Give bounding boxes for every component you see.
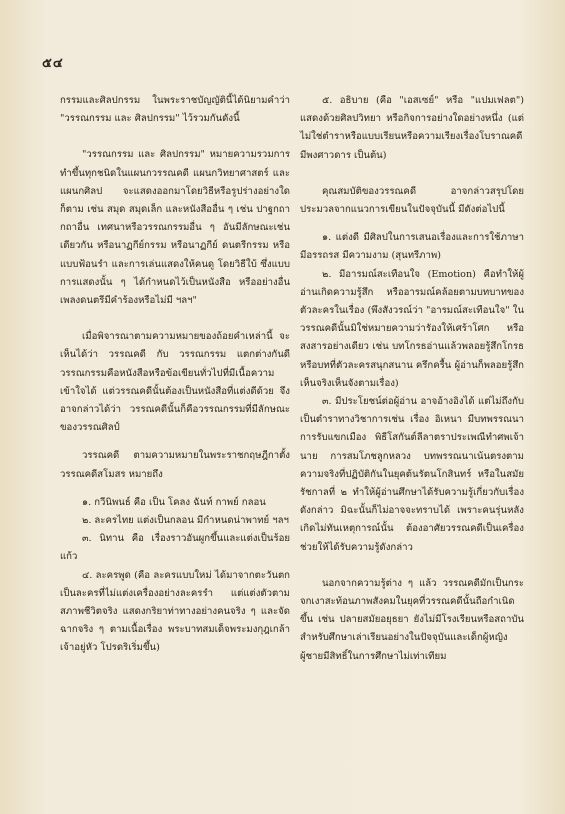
right-quality-3: ๓. มีประโยชน์ต่อผู้อ่าน อาจอ้างอิงได้ แต่ไม่ถึงกับเป็นตำราทางวิชาการเช่น เรื่อง อิเหนา มีบทพรรณนาการรับแขกเมือง พิธีโสกันต์ลีลาตราประเพณีทำศพเจ้านาย การสมโภชลูกหลวง บทพรรณนาเน้นตรงตามความจริงที่ปฏิบัติกันในยุคต้นรัตนโกสินทร์ หรือในสมัยรัชกาลที่ ๒ ทำให้ผู้อ่านศึกษาได้รับความรู้เกี่ยวกับเรื่องดังกล่าว มิฉะนั้นก็ไม่อาจจะทราบได้ เพราะคนรุ่นหลังเกิดไม่ทันเหตุการณ์นั้น ต้องอาศัยวรรณคดีเป็นเครื่องช่วยให้ได้รับความรู้ดังกล่าว [300, 396, 524, 553]
left-paragraph-2: "วรรณกรรม และ ศิลปกรรม" หมายความรวมการทำขึ้นทุกชนิดในแผนกวรรณคดี แผนกวิทยาศาสตร์ และแผนกศิลป จะแสดงออกมาโดยวิธีหรือรูปร่างอย่างใดก็ตาม เช่น สมุด สมุดเล็ก และหนังสืออื่น ๆ เช่น ปาฐกถา กถาอื่น เทศนาหรือวรรณกรรมอื่น ๆ อันมีลักษณะเช่นเดียวกัน หรือนาฏกีย์กรรม หรือนาฏกีย์ ดนตรีกรรม หรือแบบฟ้อนรำ และการเล่นแสดงให้คนดู โดยวิธีใบ้ ซึ่งแบบการแสดงนั้น ๆ ได้กำหนดไว้เป็นหนังสือ หรืออย่างอื่น เพลงดนตรีมีคำร้องหรือไม่มี ฯลฯ" [60, 149, 290, 307]
paragraph-gap [60, 437, 290, 447]
left-paragraph-1: กรรมและศิลปกรรม ในพระราชบัญญัตินี้ได้นิยามคำว่า "วรรณกรรม และ ศิลปกรรม" ไว้รวมกันดังนี้ [60, 95, 290, 125]
right-paragraph-mirror: นอกจากความรู้ต่าง ๆ แล้ว วรรณคดีมักเป็นกระจกเงาสะท้อนภาพสังคมในยุคที่วรรณคดีนั้นถือกำเนิดขึ้น เช่น ปลายสมัยอยุธยา ยังไม่มีโรงเรียนหรือสถาบันสำหรับศึกษาเล่าเรียนอย่างในปัจจุบันและเด็กผู้หญิงผู้ชายมีสิทธิ์ในการศึกษาไม่เท่าเทียม [300, 577, 524, 662]
right-quality-2: ๒. มีอารมณ์สะเทือนใจ (Emotion) คือทำให้ผู้อ่านเกิดความรู้สึก หรืออารมณ์คล้อยตามบทบาทของตัวละครในเรื่อง (พึงสังวรณ์ว่า "อารมณ์สะเทือนใจ" ในวรรณคดีนั้นมิใช่หมายความว่ารัองให้เศร้าโศก หรือสงสารอย่างเดียว เช่น บทโกรธอ่านแล้วพลอยรู้สึกโกรธหรือบทที่ตัวละครสนุกสนาน ครึกครื้น ผู้อ่านก็พลอยรู้สึกเห็นจริงเห็นจังตามเรื่อง) [300, 268, 524, 389]
right-list-item-5: ๕. อธิบาย (คือ "เอสเซย์" หรือ "แปมเฟลต") แสดงด้วยศิลปวิทยา หรือกิจการอย่างใดอย่างหนึ่ง (แต่ไม่ใช่ตำราหรือแบบเรียนหรือความเรียงเรื่องโบราณคดี มีพงศาวดาร เป็นต้น) [300, 95, 524, 161]
paragraph-gap [300, 557, 524, 575]
paragraph-gap [60, 310, 290, 328]
left-list-item-1: ๑. กวีนิพนธ์ คือ เป็น โคลง ฉันท์ กาพย์ กลอน [82, 496, 266, 508]
paragraph-gap [60, 128, 290, 146]
left-column [60, 92, 290, 658]
right-quality-1: ๑. แต่งดี มีศิลปในการเสนอเรื่องและการใช้ภาษา มีอรรถรส มีความงาม (สุนทรีภาพ) [300, 232, 524, 262]
paragraph-gap [300, 219, 524, 229]
paragraph-gap [300, 165, 524, 183]
right-paragraph-qualities: คุณสมบัติของวรรณคดี อาจกล่าวสรุปโดยประมวลจากแนวการเขียนในปัจจุบันนี้ มีดังต่อไปนี้ [300, 185, 524, 216]
left-list-item-2: ๒. ละครไทย แต่งเป็นกลอน มีกำหนดน่าพาทย์ ฯลฯ [82, 515, 289, 527]
left-list-item-4: ๔. ละครพูด (คือ ละครแบบใหม่ ได้มาจากตะวันตก เป็นละครที่ไม่แต่งเครื่องอย่างละครรำ แต่แต่งตัวตามสภาพชีวิตจริง แสดงกริยาท่าทางอย่างคนจริง ๆ และจัดฉากจริง ๆ ตามเนื้อเรื่อง พระบาทสมเด็จพระมงกุฎเกล้าเจ้าอยู่หัว โปรดริเริ่มขึ้น) [60, 569, 290, 654]
right-column [300, 92, 524, 666]
left-paragraph-4: วรรณคดี ตามความหมายในพระราชกฤษฎีกาตั้งวรรณคดีสโมสร หมายถึง [60, 450, 290, 480]
left-list-item-3: ๓. นิทาน คือ เรื่องราวอันผูกขึ้นและแต่งเป็นร้อยแก้ว [60, 533, 290, 563]
paragraph-gap [60, 484, 290, 494]
left-paragraph-3: เมื่อพิจารณาตามความหมายของถ้อยคำเหล่านี้ จะเห็นได้ว่า วรรณคดี กับ วรรณกรรม แตกต่างกันดี วรรณกรรมคือหนังสือหรือข้อเขียนทั่วไปที่มีเนื้อความเข้าใจได้ แต่วรรณคดีนั้นต้องเป็นหนังสือที่แต่งดีด้วย จึงอาจกล่าวได้ว่า วรรณคดีนั้นก็คือวรรณกรรมที่มีลักษณะของวรรณศิลป์ [60, 331, 290, 434]
page-number: ๕๔ [42, 56, 64, 71]
